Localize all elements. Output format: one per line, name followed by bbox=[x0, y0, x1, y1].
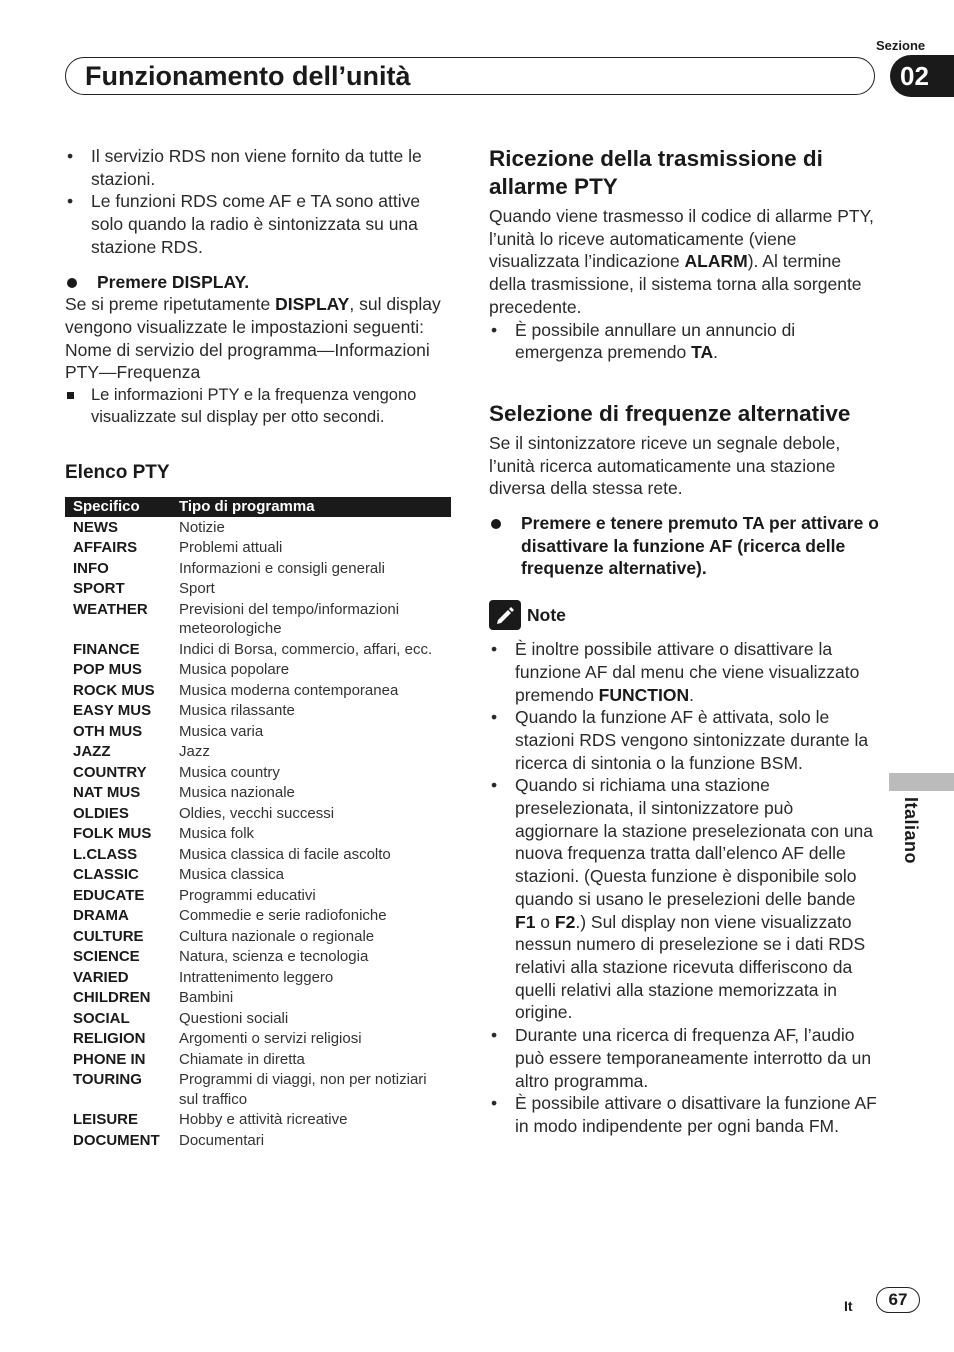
pty-type-cell: Notizie bbox=[179, 518, 225, 536]
pty-list-heading: Elenco PTY bbox=[65, 462, 170, 484]
table-row bbox=[65, 701, 451, 722]
pty-code-cell: EASY MUS bbox=[73, 702, 152, 720]
table-row bbox=[65, 660, 451, 681]
pty-type-cell: Argomenti o servizi religiosi bbox=[179, 1030, 362, 1048]
table-row bbox=[65, 579, 451, 600]
display-sequence: Nome di servizio del programma—Informazioni PTY—Frequenza bbox=[65, 339, 430, 383]
pty-type-cell: Chiamate in diretta bbox=[179, 1050, 305, 1068]
alarm-bullet-list bbox=[489, 319, 879, 364]
pty-code-cell: INFO bbox=[73, 559, 109, 577]
pty-display-note: Le informazioni PTY e la frequenza vengono visualizzate sul display per otto secondi. bbox=[65, 384, 451, 428]
bullet-dot-icon bbox=[67, 278, 77, 288]
pty-code-cell: JAZZ bbox=[73, 743, 111, 761]
table-row bbox=[65, 639, 451, 660]
table-row bbox=[65, 1029, 451, 1050]
pty-type-cell: Programmi di viaggi, non per notiziari sul traffico bbox=[179, 1071, 427, 1108]
language-tab bbox=[889, 773, 954, 791]
section-label: Sezione bbox=[876, 38, 926, 53]
pty-code-cell: ROCK MUS bbox=[73, 681, 155, 699]
pty-code-cell: LEISURE bbox=[73, 1111, 139, 1129]
pty-type-cell: Documentari bbox=[179, 1131, 265, 1149]
pty-code-cell: CLASSIC bbox=[73, 866, 139, 884]
table-row bbox=[65, 906, 451, 927]
pty-code-cell: DOCUMENT bbox=[73, 1131, 160, 1149]
table-row bbox=[65, 680, 451, 701]
pty-code-cell: AFFAIRS bbox=[73, 539, 138, 557]
footer-language-code: It bbox=[844, 1298, 853, 1314]
table-row bbox=[65, 967, 451, 988]
pty-type-cell: Musica classica bbox=[179, 866, 285, 884]
section-number-badge: 02 bbox=[890, 55, 954, 97]
pty-type-cell: Intrattenimento leggero bbox=[179, 968, 334, 986]
pty-code-cell: OLDIES bbox=[73, 804, 129, 822]
pty-type-cell: Informazioni e consigli generali bbox=[179, 559, 385, 577]
pty-type-cell: Natura, scienza e tecnologia bbox=[179, 948, 369, 966]
list-item: • Le funzioni RDS come AF e TA sono attive solo quando la radio è sintonizzata su una stazione RDS. bbox=[65, 190, 451, 258]
pty-type-cell: Jazz bbox=[179, 743, 210, 761]
pty-code-cell: EDUCATE bbox=[73, 886, 145, 904]
table-row bbox=[65, 947, 451, 968]
af-action bbox=[489, 512, 879, 580]
pty-type-cell: Musica folk bbox=[179, 825, 255, 843]
pty-code-cell: L.CLASS bbox=[73, 845, 138, 863]
pty-type-cell: Musica popolare bbox=[179, 661, 290, 679]
pty-code-cell: CULTURE bbox=[73, 927, 144, 945]
left-column bbox=[65, 145, 451, 1151]
pty-type-cell: Hobby e attività ricreative bbox=[179, 1111, 348, 1129]
pty-table bbox=[65, 497, 451, 1151]
pty-code-cell: NEWS bbox=[73, 518, 118, 536]
pty-code-cell: COUNTRY bbox=[73, 763, 147, 781]
pty-type-cell: Indici di Borsa, commercio, affari, ecc. bbox=[179, 640, 433, 658]
table-row bbox=[65, 599, 451, 639]
table-header-code: Specifico bbox=[65, 497, 171, 517]
pty-type-cell: Bambini bbox=[179, 989, 234, 1007]
pty-type-cell: Musica nazionale bbox=[179, 784, 295, 802]
pty-code-cell: OTH MUS bbox=[73, 722, 143, 740]
table-row bbox=[65, 721, 451, 742]
table-row bbox=[65, 538, 451, 559]
note-bullet-list bbox=[489, 638, 879, 1137]
pty-type-cell: Commedie e serie radiofoniche bbox=[179, 907, 387, 925]
pty-code-cell: SPORT bbox=[73, 580, 125, 598]
pty-code-cell: PHONE IN bbox=[73, 1050, 146, 1068]
note-label: Note bbox=[527, 604, 566, 625]
pty-code-cell: SCIENCE bbox=[73, 948, 140, 966]
table-row bbox=[65, 558, 451, 579]
alarm-paragraph: Quando viene trasmesso il codice di allarme PTY, l’unità lo riceve automaticamente (viene visualizzata l’indicazione ALARM). Al termine della trasmissione, il sistema torna alla sorgente precedente. bbox=[489, 206, 874, 317]
table-row bbox=[65, 742, 451, 763]
table-row bbox=[65, 1008, 451, 1029]
pty-code-cell: SOCIAL bbox=[73, 1009, 130, 1027]
rds-bullet-list bbox=[65, 145, 451, 259]
list-item: • Quando la funzione AF è attivata, solo le stazioni RDS vengono sintonizzate durante la ricerca di sintonia o la funzione BSM. bbox=[489, 706, 879, 774]
pty-code-cell: NAT MUS bbox=[73, 784, 141, 802]
pty-type-cell: Questioni sociali bbox=[179, 1009, 289, 1027]
pty-code-cell: RELIGION bbox=[73, 1030, 146, 1048]
display-action bbox=[65, 271, 451, 294]
pty-code-cell: DRAMA bbox=[73, 907, 129, 925]
pty-code-cell: WEATHER bbox=[73, 600, 148, 618]
display-paragraph: Se si preme ripetutamente DISPLAY, sul display vengono visualizzate le impostazioni seguenti: bbox=[65, 294, 441, 337]
pty-code-cell: FOLK MUS bbox=[73, 825, 152, 843]
table-row bbox=[65, 1070, 451, 1110]
pty-code-cell: VARIED bbox=[73, 968, 129, 986]
action-text: Premere DISPLAY. bbox=[97, 271, 250, 292]
list-item: • Durante una ricerca di frequenza AF, l’audio può essere temporaneamente interrotto da un altro programma. bbox=[489, 1024, 879, 1092]
pty-code-cell: POP MUS bbox=[73, 661, 142, 679]
table-row bbox=[65, 885, 451, 906]
pty-type-cell: Musica moderna contemporanea bbox=[179, 681, 399, 699]
language-label: Italiano bbox=[901, 797, 921, 865]
pty-type-cell: Previsioni del tempo/informazioni meteorologiche bbox=[179, 600, 400, 638]
table-row bbox=[65, 517, 451, 538]
table-row bbox=[65, 803, 451, 824]
list-item: • È possibile annullare un annuncio di emergenza premendo TA. bbox=[489, 319, 879, 364]
table-row bbox=[65, 1130, 451, 1151]
right-column bbox=[489, 145, 879, 1138]
table-header-type: Tipo di programma bbox=[171, 497, 451, 517]
table-row bbox=[65, 1049, 451, 1070]
pty-code-cell: FINANCE bbox=[73, 640, 140, 658]
pty-type-cell: Oldies, vecchi successi bbox=[179, 804, 335, 822]
list-item: • È inoltre possibile attivare o disattivare la funzione AF dal menu che viene visualizzato premendo FUNCTION. bbox=[489, 638, 879, 706]
table-row bbox=[65, 1110, 451, 1131]
af-paragraph: Se il sintonizzatore riceve un segnale debole, l’unità ricerca automaticamente una stazione diversa della stessa rete. bbox=[489, 432, 841, 499]
table-row bbox=[65, 824, 451, 845]
pty-code-cell: TOURING bbox=[73, 1071, 142, 1089]
table-row bbox=[65, 844, 451, 865]
pty-type-cell: Musica varia bbox=[179, 722, 264, 740]
page-title: Funzionamento dell’unità bbox=[85, 61, 411, 91]
pty-type-cell: Musica classica di facile ascolto bbox=[179, 845, 391, 863]
action-text: Premere e tenere premuto TA per attivare o disattivare la funzione AF (ricerca delle frequenze alternative). bbox=[521, 513, 879, 579]
note-header bbox=[489, 600, 879, 630]
table-row bbox=[65, 762, 451, 783]
alarm-heading: Ricezione della trasmissione di allarme PTY bbox=[489, 146, 823, 199]
table-row bbox=[65, 783, 451, 804]
pty-type-cell: Musica rilassante bbox=[179, 702, 295, 720]
list-item: • Quando si richiama una stazione preselezionata, il sintonizzatore può aggiornare la stazione preselezionata con una nuova frequenza tratta dall’elenco AF delle stazioni. (Questa funzione è disponibile solo quando si usano le preselezioni delle bande F1 o F2.) Sul display non viene visualizzato nessun numero di preselezione se i dati RDS relativi alla stazione ricevuta differiscono da quelli relativi alla stazione memorizzata in origine. bbox=[489, 774, 879, 1024]
list-item: • Il servizio RDS non viene fornito da tutte le stazioni. bbox=[65, 145, 451, 190]
note-pencil-icon bbox=[489, 600, 521, 630]
pty-type-cell: Problemi attuali bbox=[179, 539, 283, 557]
pty-code-cell: CHILDREN bbox=[73, 989, 151, 1007]
list-item: • È possibile attivare o disattivare la funzione AF in modo indipendente per ogni banda FM. bbox=[489, 1092, 879, 1137]
page-number: 67 bbox=[876, 1287, 920, 1313]
bullet-dot-icon bbox=[491, 519, 501, 529]
pty-type-cell: Programmi educativi bbox=[179, 886, 316, 904]
pty-type-cell: Cultura nazionale o regionale bbox=[179, 927, 375, 945]
table-row bbox=[65, 988, 451, 1009]
square-bullet-icon bbox=[67, 392, 74, 399]
pty-type-cell: Musica country bbox=[179, 763, 280, 781]
table-row bbox=[65, 865, 451, 886]
pty-type-cell: Sport bbox=[179, 580, 215, 598]
table-row bbox=[65, 926, 451, 947]
af-heading: Selezione di frequenze alternative bbox=[489, 400, 851, 426]
